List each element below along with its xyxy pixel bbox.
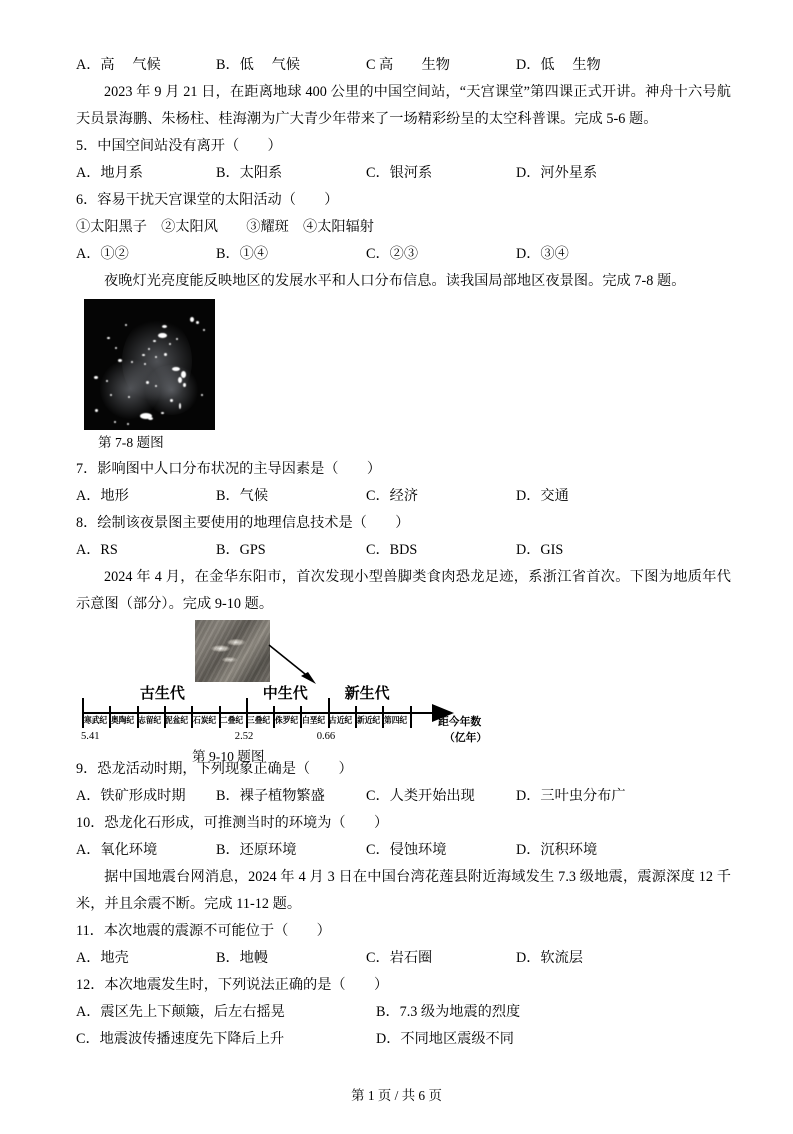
figure-night-lights-caption: 第 7-8 题图	[98, 435, 164, 450]
question-12-options-row-2	[76, 1026, 731, 1053]
question-5-stem: 5．中国空间站没有离开（ ）	[76, 138, 282, 154]
timeline-period-4: 泥盆纪	[165, 715, 189, 725]
question-7-options	[76, 483, 731, 510]
question-12-stem: 12．本次地震发生时，下列说法正确的是（ ）	[76, 977, 389, 993]
question-8-stem: 8．绘制该夜景图主要使用的地理信息技术是（ ）	[76, 515, 410, 531]
option-b[interactable]: B．裸子植物繁盛	[216, 788, 325, 804]
figure-geologic-timeline	[81, 620, 488, 764]
option-d[interactable]: D．软流层	[516, 950, 583, 966]
option-b[interactable]: B．还原环境	[216, 842, 297, 858]
question-6-stem: 6．容易干扰天宫课堂的太阳活动（ ）	[76, 192, 339, 208]
timeline-tick	[410, 706, 412, 728]
timeline-era-1: 古生代	[139, 685, 185, 702]
option-c[interactable]: C．BDS	[366, 542, 418, 558]
option-c[interactable]: C．经济	[366, 488, 419, 504]
question-10-options	[76, 837, 731, 864]
passage-space-station	[76, 79, 731, 133]
option-b[interactable]: B．气候	[216, 488, 269, 504]
option-b[interactable]: B．①④	[216, 246, 269, 262]
option-a[interactable]: A．地形	[76, 488, 129, 504]
question-8-options	[76, 537, 731, 564]
timeline-age-mark: 2.52	[234, 731, 254, 742]
night-lights-satellite-image	[84, 299, 215, 430]
option-b[interactable]: B．地幔	[216, 950, 269, 966]
passage-night-lights	[76, 268, 731, 295]
passage-dinosaur	[76, 564, 731, 618]
timeline-age-mark: 5.41	[81, 731, 100, 742]
question-11-options	[76, 945, 731, 972]
option-c[interactable]: C 高 生物	[366, 57, 450, 73]
option-b[interactable]: B．GPS	[216, 542, 266, 558]
option-c[interactable]: C．侵蚀环境	[366, 842, 447, 858]
timeline-period-12: 第四纪	[383, 715, 407, 725]
option-a[interactable]: A．铁矿形成时期	[76, 788, 186, 804]
option-a[interactable]: A．震区先上下颠簸，后左右摇晃	[76, 1004, 285, 1020]
question-6-options	[76, 241, 731, 268]
figure-geologic-timeline-caption: 第 9-10 题图	[192, 749, 265, 764]
option-d[interactable]: D．③④	[516, 246, 569, 262]
timeline-period-10: 古近纪	[329, 715, 353, 725]
passage-space-station-text: 2023 年 9 月 21 日，在距离地球 400 公里的中国空间站，“天宫课堂”第四课正式开讲。神舟十六号航天员景海鹏、朱杨柱、桂海潮为广大青少年带来了一场精彩纷呈的太空科普课。完成 5-6 题。	[76, 84, 731, 127]
option-c[interactable]: C．人类开始出现	[366, 788, 475, 804]
timeline-period-3: 志留纪	[138, 715, 162, 725]
timeline-period-11: 新近纪	[356, 715, 380, 725]
timeline-period-7: 三叠纪	[247, 715, 271, 725]
question-11-stem: 11．本次地震的震源不可能位于（ ）	[76, 923, 331, 939]
option-d[interactable]: D．交通	[516, 488, 569, 504]
timeline-period-9: 白垩纪	[301, 715, 326, 725]
timeline-axis-name: 距今年数	[438, 716, 482, 728]
question-9-options	[76, 783, 731, 810]
option-a[interactable]: A．地壳	[76, 950, 129, 966]
timeline-age-mark: 0.66	[316, 731, 336, 742]
option-a[interactable]: A．RS	[76, 542, 118, 558]
option-a[interactable]: A．①②	[76, 246, 129, 262]
question-4-options	[76, 52, 731, 79]
question-10-stem: 10．恐龙化石形成，可推测当时的环境为（ ）	[76, 815, 389, 831]
option-d[interactable]: D．低 生物	[516, 57, 601, 73]
timeline-period-8: 侏罗纪	[274, 715, 298, 725]
passage-night-lights-text: 夜晚灯光亮度能反映地区的发展水平和人口分布信息。读我国局部地区夜景图。完成 7-8 题。	[104, 273, 686, 289]
option-c[interactable]: C．②③	[366, 246, 419, 262]
passage-earthquake-text: 据中国地震台网消息，2024 年 4 月 3 日在中国台湾花莲县附近海域发生 7.3 级地震，震源深度 12 千米，并且余震不断。完成 11-12 题。	[76, 869, 731, 912]
timeline-period-6: 二叠纪	[220, 715, 244, 725]
option-a[interactable]: A．氧化环境	[76, 842, 158, 858]
figure-night-lights	[76, 299, 731, 456]
question-9-stem: 9．恐龙活动时期，下列现象正确是（ ）	[76, 761, 353, 777]
option-c[interactable]: C．银河系	[366, 165, 433, 181]
timeline-era-2: 中生代	[262, 685, 308, 702]
timeline-period-2: 奥陶纪	[110, 715, 134, 725]
option-c[interactable]: C．岩石圈	[366, 950, 433, 966]
question-6-items: ①太阳黑子 ②太阳风 ③耀斑 ④太阳辐射	[76, 219, 374, 235]
timeline-period-1: 寒武纪	[83, 715, 107, 725]
passage-dinosaur-text: 2024 年 4 月，在金华东阳市，首次发现小型兽脚类食肉恐龙足迹，系浙江省首次。下图为地质年代示意图（部分）。完成 9-10 题。	[76, 569, 731, 612]
timeline-axis-unit: （亿年）	[444, 732, 488, 744]
option-a[interactable]: A．高 气候	[76, 57, 161, 73]
option-b[interactable]: B．低 气候	[216, 57, 300, 73]
option-b[interactable]: B．太阳系	[216, 165, 283, 181]
option-d[interactable]: D．GIS	[516, 542, 564, 558]
era-band	[82, 682, 450, 706]
passage-earthquake	[76, 864, 731, 918]
option-a[interactable]: A．地月系	[76, 165, 143, 181]
timeline-era-3: 新生代	[344, 685, 390, 702]
question-7-stem: 7．影响图中人口分布状况的主导因素是（ ）	[76, 461, 382, 477]
option-d[interactable]: D．沉积环境	[516, 842, 598, 858]
page-footer: 第 1 页 / 共 6 页	[351, 1088, 442, 1103]
question-12-options-row-1	[76, 999, 731, 1026]
option-b[interactable]: B．7.3 级为地震的烈度	[376, 1004, 521, 1020]
option-c[interactable]: C．地震波传播速度先下降后上升	[76, 1031, 285, 1047]
option-d[interactable]: D．三叶虫分布广	[516, 788, 626, 804]
option-d[interactable]: D．河外星系	[516, 165, 598, 181]
option-d[interactable]: D．不同地区震级不同	[376, 1031, 514, 1047]
dinosaur-footprint-fossil-photo	[195, 620, 270, 682]
question-5-options	[76, 160, 731, 187]
timeline-period-5: 石炭纪	[192, 715, 216, 725]
